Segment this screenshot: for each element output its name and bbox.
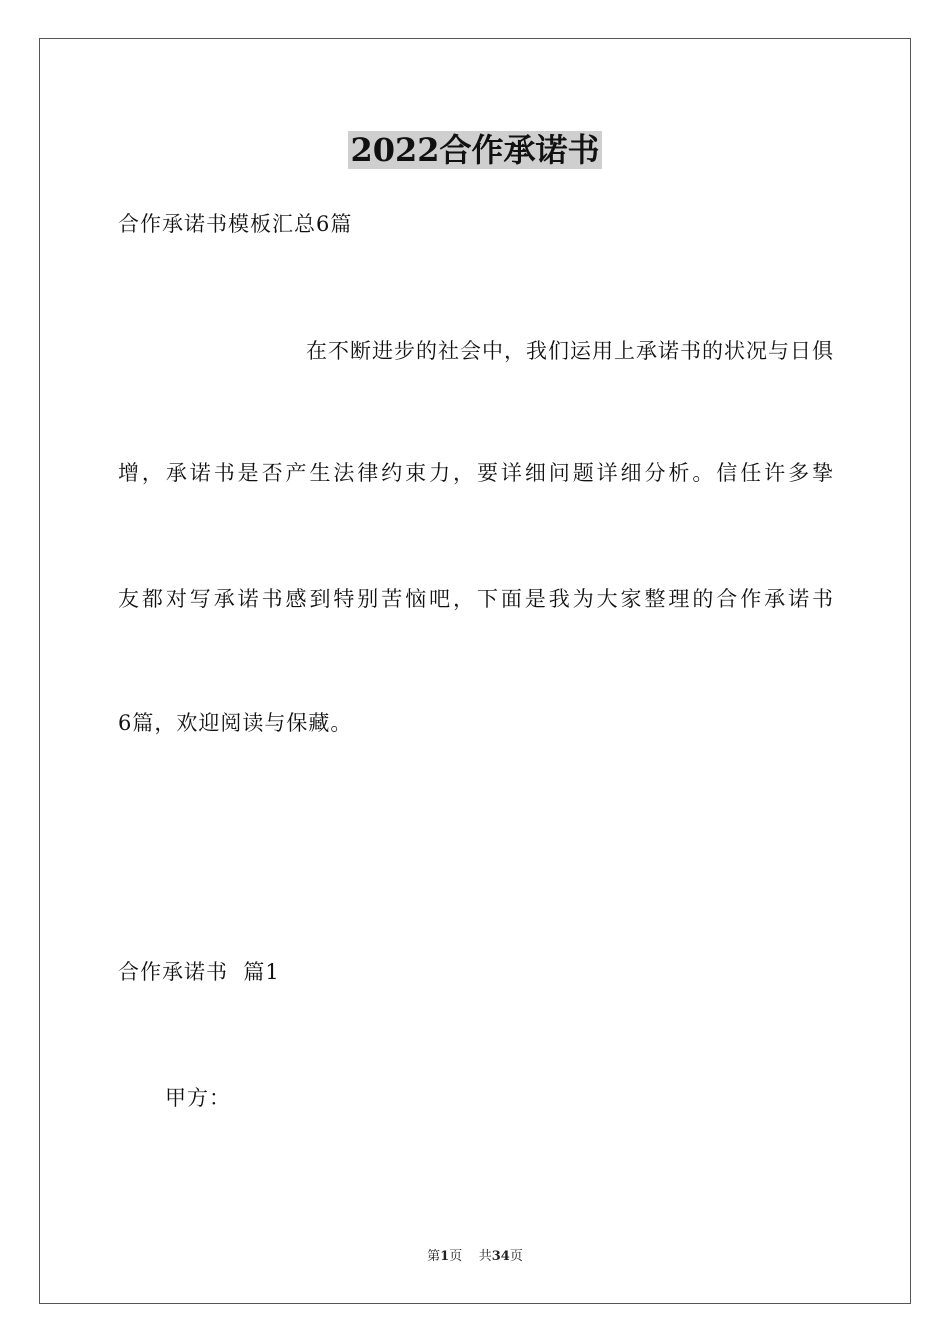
intro-line-1: 在不断进步的社会中，我们运用上承诺书的状况与日俱	[306, 339, 834, 363]
footer-prefix: 第	[427, 1249, 441, 1264]
footer-page-number: 1	[440, 1249, 450, 1264]
document-title	[0, 130, 950, 170]
footer-page-suffix: 页	[449, 1249, 463, 1264]
footer-total-suffix: 页	[509, 1249, 523, 1264]
intro-line-2: 增，承诺书是否产生法律约束力，要详细问题详细分析。信任许多挚	[118, 461, 834, 485]
intro-line-3: 友都对写承诺书感到特别苦恼吧，下面是我为大家整理的合作承诺书	[118, 587, 834, 611]
page-footer	[0, 1248, 950, 1266]
intro-line-4: 6篇，欢迎阅读与保藏。	[118, 711, 353, 735]
party-a-label: 甲方：	[165, 1086, 231, 1110]
footer-total-pages: 34	[491, 1249, 510, 1264]
document-subtitle: 合作承诺书模板汇总6篇	[118, 212, 353, 236]
section-heading: 合作承诺书 篇1	[118, 960, 280, 984]
footer-total-prefix: 共	[478, 1249, 492, 1264]
document-title-text: 2022合作承诺书	[350, 131, 600, 169]
